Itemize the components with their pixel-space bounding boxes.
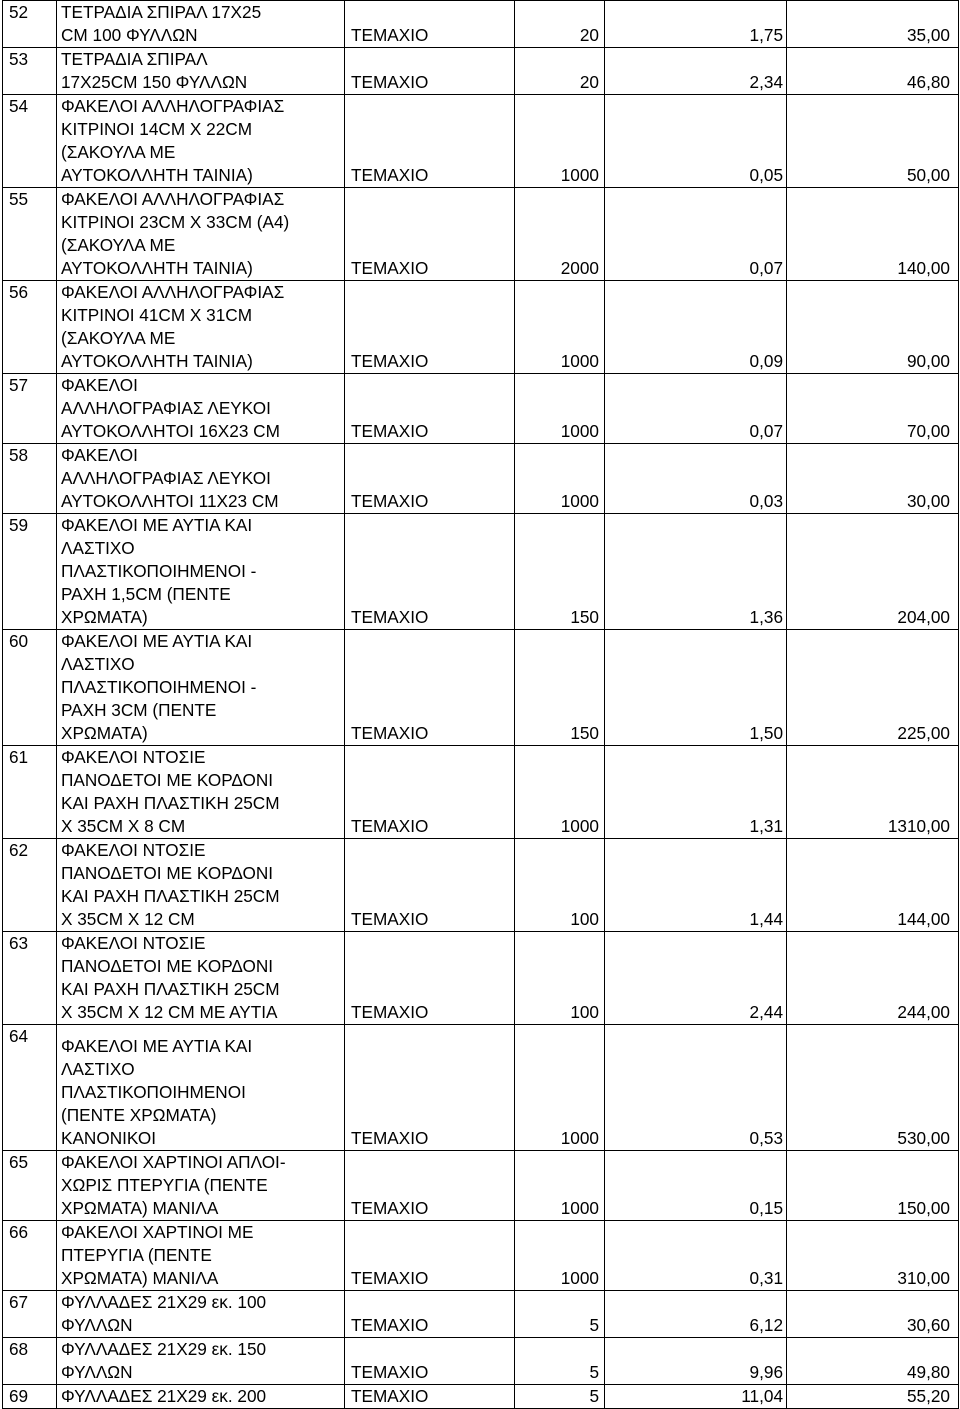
description-line: ΧΡΩΜΑΤΑ): [61, 607, 148, 627]
item-quantity: 100: [515, 932, 605, 1025]
item-unit: ΤΕΜΑΧΙΟ: [345, 444, 515, 514]
item-description: [57, 1338, 345, 1385]
item-unit: ΤΕΜΑΧΙΟ: [345, 932, 515, 1025]
description-line: ΛΑΣΤΙΧΟ: [61, 538, 135, 558]
description-line: ΦΑΚΕΛΟΙ ΜΕ ΑΥΤΙΑ ΚΑΙ: [61, 631, 253, 651]
description-line: ΦΑΚΕΛΟΙ ΝΤΟΣΙΕ: [61, 747, 206, 767]
table-row: [3, 514, 959, 630]
item-unit-price: 1,36: [605, 514, 787, 630]
item-unit-price: 6,12: [605, 1291, 787, 1338]
description-line: ΦΑΚΕΛΟΙ ΧΑΡΤΙΝΟΙ ΜΕ: [61, 1222, 254, 1242]
item-total: 90,00: [787, 281, 959, 374]
item-quantity: 1000: [515, 1221, 605, 1291]
item-quantity: 20: [515, 1, 605, 48]
item-unit-price: 2,34: [605, 48, 787, 95]
description-line: ΚΑΝΟΝΙΚΟΙ: [61, 1128, 156, 1148]
item-number: 58: [3, 444, 57, 514]
description-line: ΦΑΚΕΛΟΙ ΑΛΛΗΛΟΓΡΑΦΙΑΣ: [61, 189, 285, 209]
item-total: 225,00: [787, 630, 959, 746]
item-quantity: 2000: [515, 188, 605, 281]
table-row: [3, 1291, 959, 1338]
item-quantity: 5: [515, 1291, 605, 1338]
item-description: [57, 1, 345, 48]
item-quantity: 20: [515, 48, 605, 95]
item-description: [57, 839, 345, 932]
item-unit-price: 0,53: [605, 1025, 787, 1151]
item-quantity: 1000: [515, 1025, 605, 1151]
description-line: ΚΑΙ ΡΑΧΗ ΠΛΑΣΤΙΚΗ 25CM: [61, 793, 280, 813]
description-line: ΑΛΛΗΛΟΓΡΑΦΙΑΣ ΛΕΥΚΟΙ: [61, 468, 271, 488]
item-total: 204,00: [787, 514, 959, 630]
item-quantity: 150: [515, 630, 605, 746]
table-row: [3, 444, 959, 514]
description-line: ΡΑΧΗ 1,5CM (ΠΕΝΤΕ: [61, 584, 231, 604]
item-number: 59: [3, 514, 57, 630]
item-total: 55,20: [787, 1385, 959, 1409]
item-unit: ΤΕΜΑΧΙΟ: [345, 1385, 515, 1409]
item-total: 310,00: [787, 1221, 959, 1291]
description-line: ΠΛΑΣΤΙΚΟΠΟΙΗΜΕΝΟΙ -: [61, 677, 257, 697]
item-quantity: 1000: [515, 95, 605, 188]
item-number: 53: [3, 48, 57, 95]
description-line: ΦΑΚΕΛΟΙ ΑΛΛΗΛΟΓΡΑΦΙΑΣ: [61, 96, 285, 116]
table-row: [3, 48, 959, 95]
description-line: (ΣΑΚΟΥΛΑ ΜΕ: [61, 235, 176, 255]
description-line: ΦΥΛΛΑΔΕΣ 21Χ29 εκ. 150: [61, 1339, 267, 1359]
item-number: 63: [3, 932, 57, 1025]
item-quantity: 150: [515, 514, 605, 630]
item-unit-price: 1,50: [605, 630, 787, 746]
item-unit: ΤΕΜΑΧΙΟ: [345, 188, 515, 281]
table-row: [3, 630, 959, 746]
item-number: 69: [3, 1385, 57, 1409]
table-row: [3, 839, 959, 932]
item-total: 46,80: [787, 48, 959, 95]
item-description: [57, 374, 345, 444]
description-line: CM 100 ΦΥΛΛΩΝ: [61, 25, 198, 45]
item-unit: ΤΕΜΑΧΙΟ: [345, 1291, 515, 1338]
item-number: 60: [3, 630, 57, 746]
item-number: 55: [3, 188, 57, 281]
description-line: ΠΑΝΟΔΕΤΟΙ ΜΕ ΚΟΡΔΟΝΙ: [61, 770, 274, 790]
description-line: ΚΙΤΡΙΝΟΙ 41CM X 31CM: [61, 305, 253, 325]
table-row: [3, 1, 959, 48]
item-quantity: 1000: [515, 444, 605, 514]
item-unit: ΤΕΜΑΧΙΟ: [345, 514, 515, 630]
description-line: ΛΑΣΤΙΧΟ: [61, 1059, 135, 1079]
item-number: 67: [3, 1291, 57, 1338]
description-line: ΠΛΑΣΤΙΚΟΠΟΙΗΜΕΝΟΙ: [61, 1082, 246, 1102]
description-line: ΑΥΤΟΚΟΛΛΗΤΟΙ 16Χ23 CM: [61, 421, 280, 441]
item-unit-price: 2,44: [605, 932, 787, 1025]
table-row: [3, 95, 959, 188]
item-total: 144,00: [787, 839, 959, 932]
item-number: 62: [3, 839, 57, 932]
item-unit-price: 0,03: [605, 444, 787, 514]
description-line: ΠΑΝΟΔΕΤΟΙ ΜΕ ΚΟΡΔΟΝΙ: [61, 863, 274, 883]
item-quantity: 1000: [515, 374, 605, 444]
description-line: ΦΑΚΕΛΟΙ ΜΕ ΑΥΤΙΑ ΚΑΙ: [61, 1036, 253, 1056]
table-row: [3, 1221, 959, 1291]
item-unit: ΤΕΜΑΧΙΟ: [345, 48, 515, 95]
description-line: ΚΙΤΡΙΝΟΙ 23CM X 33CM (A4): [61, 212, 290, 232]
item-total: 50,00: [787, 95, 959, 188]
item-unit: ΤΕΜΑΧΙΟ: [345, 374, 515, 444]
item-number: 66: [3, 1221, 57, 1291]
description-line: ΡΑΧΗ 3CM (ΠΕΝΤΕ: [61, 700, 217, 720]
item-description: [57, 1385, 345, 1409]
item-quantity: 1000: [515, 746, 605, 839]
description-line: ΚΑΙ ΡΑΧΗ ΠΛΑΣΤΙΚΗ 25CM: [61, 886, 280, 906]
description-line: Χ 35CM Χ 12 CM: [61, 909, 195, 929]
table-row: [3, 281, 959, 374]
item-description: [57, 1151, 345, 1221]
table-row: [3, 746, 959, 839]
item-number: 65: [3, 1151, 57, 1221]
item-total: 30,60: [787, 1291, 959, 1338]
description-line: ΑΥΤΟΚΟΛΛΗΤΗ ΤΑΙΝΙΑ): [61, 351, 253, 371]
item-number: 52: [3, 1, 57, 48]
description-line: ΦΑΚΕΛΟΙ ΧΑΡΤΙΝΟΙ ΑΠΛΟΙ-: [61, 1152, 286, 1172]
items-table-body: [3, 1, 959, 1409]
description-line: Χ 35CM Χ 8 CM: [61, 816, 186, 836]
item-unit-price: 0,07: [605, 188, 787, 281]
table-row: [3, 1151, 959, 1221]
item-total: 530,00: [787, 1025, 959, 1151]
item-unit-price: 0,07: [605, 374, 787, 444]
description-line: ΑΛΛΗΛΟΓΡΑΦΙΑΣ ΛΕΥΚΟΙ: [61, 398, 271, 418]
description-line: ΦΥΛΛΩΝ: [61, 1315, 133, 1335]
table-row: [3, 1385, 959, 1409]
table-row: [3, 932, 959, 1025]
item-total: 140,00: [787, 188, 959, 281]
description-line: ΧΩΡΙΣ ΠΤΕΡΥΓΙΑ (ΠΕΝΤΕ: [61, 1175, 268, 1195]
description-line: 17Χ25CM 150 ΦΥΛΛΩΝ: [61, 72, 248, 92]
description-line: ΤΕΤΡΑΔΙΑ ΣΠΙΡΑΛ: [61, 49, 208, 69]
item-number: 57: [3, 374, 57, 444]
description-line: ΑΥΤΟΚΟΛΛΗΤΗ ΤΑΙΝΙΑ): [61, 165, 253, 185]
item-unit: ΤΕΜΑΧΙΟ: [345, 1221, 515, 1291]
item-total: 244,00: [787, 932, 959, 1025]
item-unit-price: 0,09: [605, 281, 787, 374]
item-description: [57, 630, 345, 746]
description-line: ΧΡΩΜΑΤΑ): [61, 723, 148, 743]
item-description: [57, 932, 345, 1025]
description-line: ΦΥΛΛΑΔΕΣ 21Χ29 εκ. 100: [61, 1292, 267, 1312]
description-line: (ΣΑΚΟΥΛΑ ΜΕ: [61, 142, 176, 162]
description-line: ΚΑΙ ΡΑΧΗ ΠΛΑΣΤΙΚΗ 25CM: [61, 979, 280, 999]
item-description: [57, 1025, 345, 1151]
item-description: [57, 444, 345, 514]
item-description: [57, 48, 345, 95]
description-line: ΦΥΛΛΑΔΕΣ 21Χ29 εκ. 200: [61, 1386, 267, 1406]
description-line: ΦΑΚΕΛΟΙ: [61, 445, 138, 465]
item-unit-price: 1,44: [605, 839, 787, 932]
item-unit: ΤΕΜΑΧΙΟ: [345, 630, 515, 746]
description-line: ΦΥΛΛΩΝ: [61, 1362, 133, 1382]
table-row: [3, 1025, 959, 1151]
item-unit-price: 0,15: [605, 1151, 787, 1221]
item-unit-price: 0,05: [605, 95, 787, 188]
description-line: ΚΙΤΡΙΝΟΙ 14CM X 22CM: [61, 119, 253, 139]
item-unit-price: 0,31: [605, 1221, 787, 1291]
description-line: ΛΑΣΤΙΧΟ: [61, 654, 135, 674]
table-row: [3, 1338, 959, 1385]
description-line: ΦΑΚΕΛΟΙ: [61, 375, 138, 395]
item-quantity: 1000: [515, 1151, 605, 1221]
description-line: (ΣΑΚΟΥΛΑ ΜΕ: [61, 328, 176, 348]
description-line: ΠΑΝΟΔΕΤΟΙ ΜΕ ΚΟΡΔΟΝΙ: [61, 956, 274, 976]
description-line: ΑΥΤΟΚΟΛΛΗΤΟΙ 11Χ23 CM: [61, 491, 279, 511]
item-quantity: 5: [515, 1338, 605, 1385]
item-description: [57, 746, 345, 839]
item-unit: ΤΕΜΑΧΙΟ: [345, 746, 515, 839]
item-unit: ΤΕΜΑΧΙΟ: [345, 281, 515, 374]
description-line: ΦΑΚΕΛΟΙ ΝΤΟΣΙΕ: [61, 933, 206, 953]
description-line: Χ 35CM Χ 12 CM ΜΕ ΑΥΤΙΑ: [61, 1002, 278, 1022]
item-quantity: 5: [515, 1385, 605, 1409]
items-table: [2, 0, 959, 1409]
item-total: 150,00: [787, 1151, 959, 1221]
item-unit: ΤΕΜΑΧΙΟ: [345, 1151, 515, 1221]
item-description: [57, 95, 345, 188]
item-description: [57, 1221, 345, 1291]
description-line: ΑΥΤΟΚΟΛΛΗΤΗ ΤΑΙΝΙΑ): [61, 258, 253, 278]
item-total: 30,00: [787, 444, 959, 514]
item-number: 54: [3, 95, 57, 188]
item-quantity: 1000: [515, 281, 605, 374]
description-line: ΠΤΕΡΥΓΙΑ (ΠΕΝΤΕ: [61, 1245, 212, 1265]
description-line: ΦΑΚΕΛΟΙ ΝΤΟΣΙΕ: [61, 840, 206, 860]
item-quantity: 100: [515, 839, 605, 932]
item-description: [57, 281, 345, 374]
item-total: 35,00: [787, 1, 959, 48]
description-line: ΠΛΑΣΤΙΚΟΠΟΙΗΜΕΝΟΙ -: [61, 561, 257, 581]
item-number: 68: [3, 1338, 57, 1385]
item-unit-price: 1,75: [605, 1, 787, 48]
item-number: 56: [3, 281, 57, 374]
description-line: ΦΑΚΕΛΟΙ ΜΕ ΑΥΤΙΑ ΚΑΙ: [61, 515, 253, 535]
item-description: [57, 188, 345, 281]
item-total: 1310,00: [787, 746, 959, 839]
item-description: [57, 1291, 345, 1338]
item-total: 70,00: [787, 374, 959, 444]
table-row: [3, 188, 959, 281]
item-unit-price: 11,04: [605, 1385, 787, 1409]
item-number: 64: [3, 1025, 57, 1151]
description-line: ΦΑΚΕΛΟΙ ΑΛΛΗΛΟΓΡΑΦΙΑΣ: [61, 282, 285, 302]
item-description: [57, 514, 345, 630]
item-unit-price: 9,96: [605, 1338, 787, 1385]
item-unit: ΤΕΜΑΧΙΟ: [345, 839, 515, 932]
item-unit: ΤΕΜΑΧΙΟ: [345, 95, 515, 188]
table-row: [3, 374, 959, 444]
item-number: 61: [3, 746, 57, 839]
item-unit-price: 1,31: [605, 746, 787, 839]
description-line: (ΠΕΝΤΕ ΧΡΩΜΑΤΑ): [61, 1105, 217, 1125]
item-unit: ΤΕΜΑΧΙΟ: [345, 1, 515, 48]
description-line: ΤΕΤΡΑΔΙΑ ΣΠΙΡΑΛ 17Χ25: [61, 2, 262, 22]
description-line: ΧΡΩΜΑΤΑ) ΜΑΝΙΛΑ: [61, 1198, 219, 1218]
item-unit: ΤΕΜΑΧΙΟ: [345, 1338, 515, 1385]
item-total: 49,80: [787, 1338, 959, 1385]
description-line: ΧΡΩΜΑΤΑ) ΜΑΝΙΛΑ: [61, 1268, 219, 1288]
item-unit: ΤΕΜΑΧΙΟ: [345, 1025, 515, 1151]
